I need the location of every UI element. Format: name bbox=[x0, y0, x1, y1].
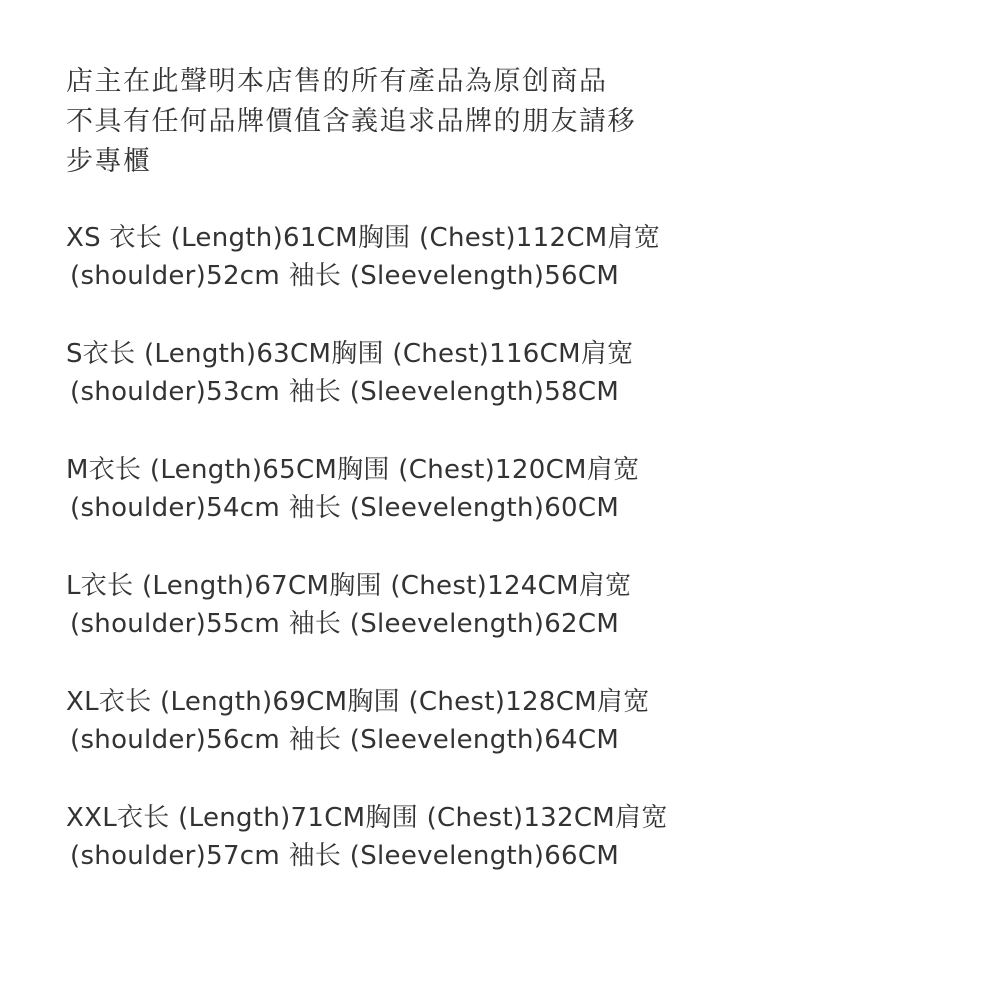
size-s-line-2: (shoulder)53cm 袖长 (Sleevelength)58CM bbox=[70, 377, 620, 407]
size-entry-xl bbox=[66, 683, 966, 799]
statement-line-2: 不具有任何品牌價值含義追求品牌的朋友請移 bbox=[66, 106, 636, 137]
size-entry-xs bbox=[66, 219, 966, 335]
size-xl-line-1: XL衣长 (Length)69CM胸围 (Chest)128CM肩宽 bbox=[66, 687, 650, 717]
size-l-line-2: (shoulder)55cm 袖长 (Sleevelength)62CM bbox=[70, 609, 620, 639]
size-xs-line-2: (shoulder)52cm 袖长 (Sleevelength)56CM bbox=[70, 261, 620, 291]
size-entry-xxl bbox=[66, 799, 966, 915]
size-entry-s bbox=[66, 335, 966, 451]
document-page bbox=[66, 62, 966, 915]
size-xl-line-2: (shoulder)56cm 袖长 (Sleevelength)64CM bbox=[70, 725, 620, 755]
size-entry-m bbox=[66, 451, 966, 567]
statement-line-1: 店主在此聲明本店售的所有產品為原创商品 bbox=[66, 66, 608, 97]
size-xxl-line-2: (shoulder)57cm 袖长 (Sleevelength)66CM bbox=[70, 841, 620, 871]
size-xxl-line-1: XXL衣长 (Length)71CM胸围 (Chest)132CM肩宽 bbox=[66, 803, 668, 833]
size-chart bbox=[66, 219, 966, 915]
size-m-line-1: M衣长 (Length)65CM胸围 (Chest)120CM肩宽 bbox=[66, 455, 640, 485]
size-s-line-1: S衣长 (Length)63CM胸围 (Chest)116CM肩宽 bbox=[66, 339, 634, 369]
size-l-line-1: L衣长 (Length)67CM胸围 (Chest)124CM肩宽 bbox=[66, 571, 632, 601]
size-xs-line-1: XS 衣长 (Length)61CM胸围 (Chest)112CM肩宽 bbox=[66, 223, 661, 253]
size-entry-l bbox=[66, 567, 966, 683]
size-m-line-2: (shoulder)54cm 袖长 (Sleevelength)60CM bbox=[70, 493, 620, 523]
store-statement bbox=[66, 62, 966, 182]
statement-line-3: 步專櫃 bbox=[66, 146, 152, 177]
